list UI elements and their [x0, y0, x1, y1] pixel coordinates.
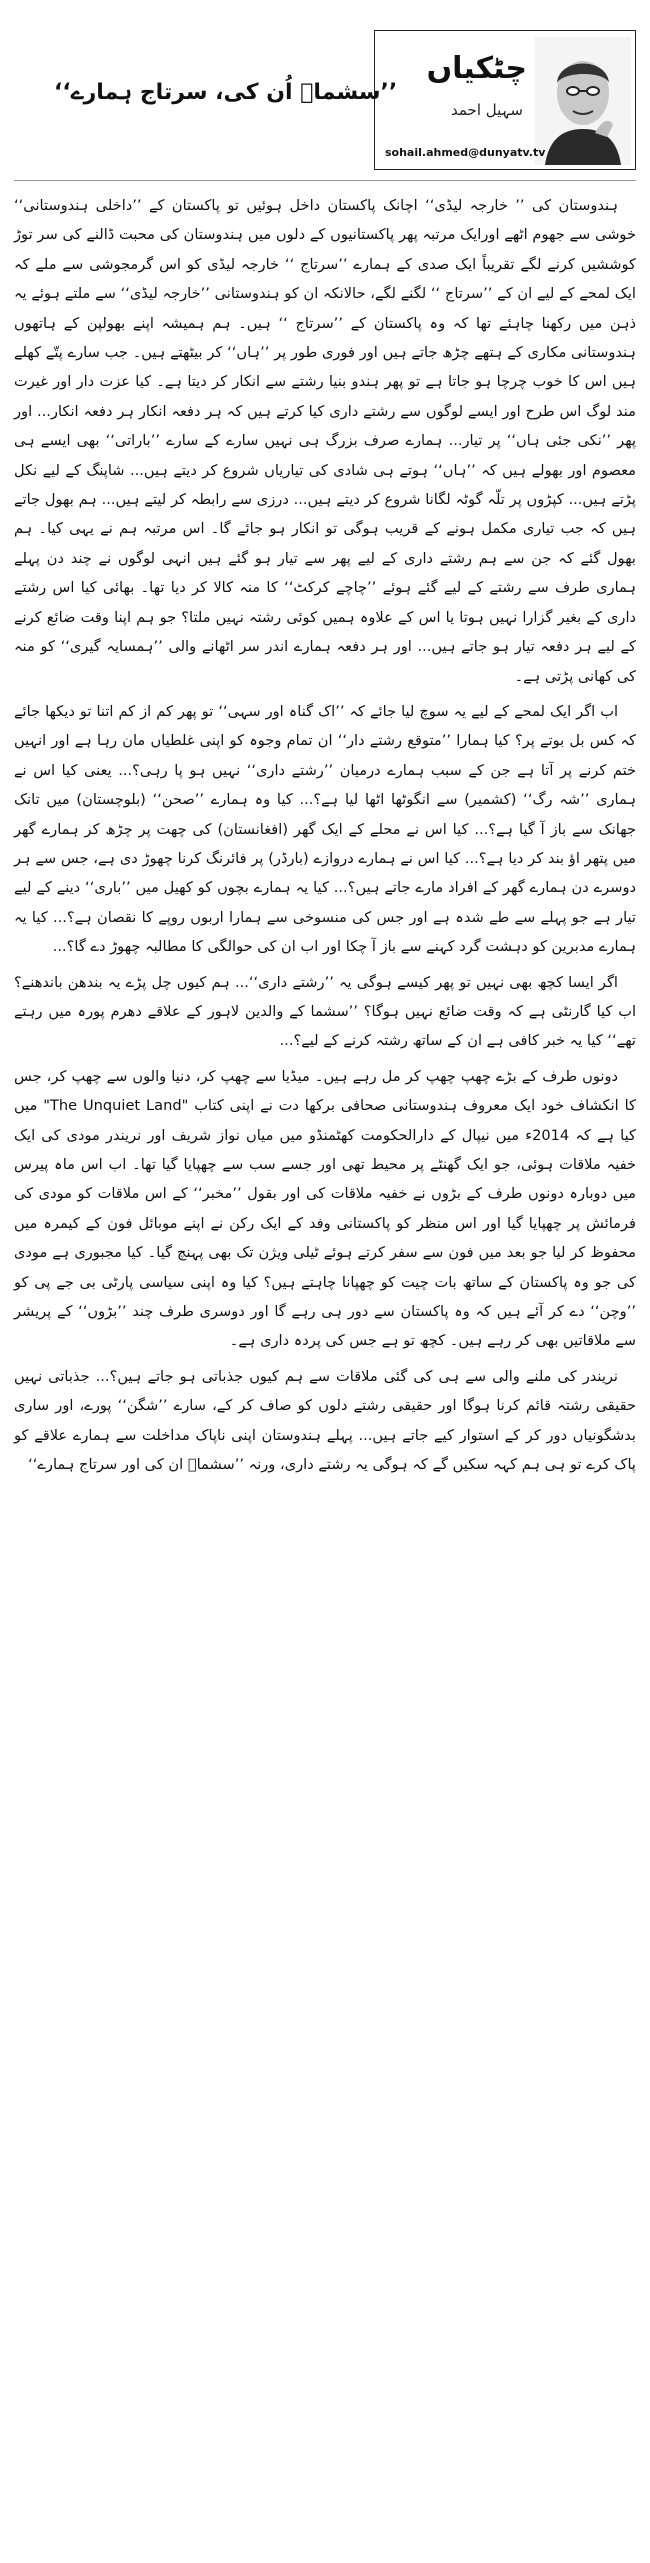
- columnist-portrait: [535, 37, 631, 165]
- article-paragraph: دونوں طرف کے بڑے چھپ چھپ کر مل رہے ہیں۔ میڈیا سے چھپ کر، دنیا والوں سے چھپ کر، جس کا انکشاف خود ایک معروف ہندوستانی صحافی برکھا دت نے اپنی کتاب "The Unquiet Land" میں کیا ہے کہ 2014ء میں نیپال کے دارالحکومت کھٹمنڈو میں میاں نواز شریف اور نریندر مودی کی ایک خفیہ ملاقات ہوئی، جو ایک گھنٹے پر محیط تھی اور جسے سب سے چھپایا گیا تھا۔ اب اس ماہ پیرس میں دوبارہ دونوں طرف کے بڑوں نے خفیہ ملاقات کی اور بقول ’’مخبر‘‘ کے اس ملاقات کو مودی کی فرمائش پر چھپایا گیا اور اس منظر کو پاکستانی وفد کے ایک رکن نے اپنے موبائل فون کے کیمرہ میں محفوظ کر لیا جو بعد میں فون سے سفر کرتے ہوئے ٹیلی ویژن تک بھی پہنچ گیا۔ کیا مجبوری ہے مودی کی جو وہ پاکستان کے ساتھ بات چیت کو چھپانا چاہتے ہیں؟ کیا وہ اپنی سیاسی پارٹی بی جے پی کو ’’وچن‘‘ دے کر آئے ہیں کہ وہ پاکستان سے دور ہی رہے گا اور دوسری طرف چند ’’بڑوں‘‘ کے پریشر سے ملاقاتیں بھی کر رہے ہیں۔ کچھ تو ہے جس کی پردہ داری ہے۔: [14, 1067, 636, 1350]
- author-name: سہیل احمد: [451, 101, 523, 119]
- article-paragraph: اگر ایسا کچھ بھی نہیں تو پھر کیسے ہوگی یہ ’’رشتے داری‘‘... ہم کیوں چل پڑے یہ بندھن باندھنے؟ اب کیا گارنٹی ہے کہ وقت ضائع نہیں ہوگا؟ ’’سشما کے والدین لاہور کے علاقے دھرم پورہ میں رہتے تھے‘‘ کیا یہ خبر کافی ہے ان کے ساتھ رشتہ کرنے کے لیے؟...: [14, 973, 636, 1050]
- article-paragraph: اب اگر ایک لمحے کے لیے یہ سوچ لیا جائے کہ ’’اک گناہ اور سہی‘‘ تو پھر کم از کم اتنا تو دیکھا جائے کہ کس بل بوتے پر؟ کیا ہمارا ’’متوقع رشتے دار‘‘ ان تمام وجوہ کو اپنی غلطیاں مان رہا ہے اور انہیں ختم کرنے پر آتا ہے جن کے سبب ہمارے درمیان ’’رشتے داری‘‘ نہیں ہو پا رہی؟... یعنی کیا اس نے ہماری ’’شہ رگ‘‘ (کشمیر) سے انگوٹھا اٹھا لیا ہے؟... کیا وہ ہمارے ’’صحن‘‘ (بلوچستان) میں تانک جھانک سے باز آ گیا ہے؟... کیا اس نے محلے کے ایک گھر (افغانستان) کی چھت پر چڑھ کر ہمارے گھر میں پتھر اؤ بند کر دیا ہے؟... کیا اس نے ہمارے دروازے (بارڈر) پر فائرنگ کرنا چھوڑ دی ہے، جس سے ہر دوسرے دن ہمارے گھر کے افراد مارے جاتے ہیں؟... کیا یہ ہمارے بچوں کو کھیل میں ’’باری‘‘ دینے کے لیے تیار ہے جو پہلے سے طے شدہ ہے اور جس کی منسوخی سے ہمارا اربوں روپے کا نقصان ہے؟... کیا یہ ہمارے مدبرین کو دہشت گرد کہنے سے باز آ چکا اور اب ان کی حوالگی کا مطالبہ چھوڑ دے گا؟...: [14, 702, 636, 956]
- column-title: ’’سشماؔ اُن کی، سرتاج ہمارے‘‘: [54, 80, 398, 105]
- article-paragraph: نریندر کی ملنے والی سے ہی کی گئی ملاقات سے ہم کیوں جذباتی ہو جاتے ہیں؟... جذباتی نہیں حقیقی رشتہ قائم کرنا ہوگا اور حقیقی رشتے دلوں کو صاف کر کے، سارے ’’شگن‘‘ پورے، اور ساری بدشگونیاں دور کر کے استوار کیے جاتے ہیں... پہلے ہندوستان اپنی ناپاک مداخلت سے ہمارے علاقے کو پاک کرے تو ہی ہم کہہ سکیں گے کہ ہوگی یہ رشتے داری، ورنہ ’’سشماؔ ان کی اور سرتاج ہمارے‘‘: [14, 1367, 636, 1474]
- column-header: [14, 0, 636, 181]
- columnist-banner: [374, 30, 636, 170]
- article-body: [0, 181, 650, 1479]
- author-email: sohail.ahmed@dunyatv.tv: [385, 146, 546, 159]
- column-logo: چٹکیاں: [426, 51, 527, 86]
- article-paragraph: ہندوستان کی ’’ خارجہ لیڈی‘‘ اچانک پاکستان داخل ہوئیں تو پاکستان کے ’’داخلی ہندوستانی‘‘ خوشی سے جھوم اٹھے اورایک مرتبہ پھر پاکستانیوں کے دلوں میں ہندوستان کی محبت ڈالنے کی سر توڑ کوششیں کرنے لگے تقریباً ایک صدی کے ہمارے ’’سرتاج ‘‘ خارجہ لیڈی کو اس گرمجوشی سے ملے کہ ایک لمحے کے لیے ان کے ’’سرتاج ‘‘ لگنے لگے، حالانکہ ان کو ہندوستانی ’’خارجہ لیڈی‘‘ سے ملتے ہوئے یہ ذہن میں رکھنا چاہئے تھا کہ وہ پاکستان کے ’’سرتاج ‘‘ ہیں۔ ہم ہمیشہ اپنے بھولپن کے ہاتھوں ہندوستانی مکاری کے ہتھے چڑھ جاتے ہیں اور فوری طور پر ’’ہاں‘‘ کر بیٹھتے ہیں۔ جب سارے پتّے کھلے ہیں اس کا خوب چرچا ہو جاتا ہے تو پھر ہندو بنیا رشتے سے انکار کر دیتا ہے۔ کیا عزت دار اور غیرت مند لوگ اس طرح اور ایسے لوگوں سے رشتے داری کیا کرتے ہیں کہ ہر دفعہ انکار ہر دفعہ انکار... اور پھر ’’نکی جئی ہاں‘‘ پر تیار... ہمارے صرف بزرگ ہی نہیں سارے کے سارے ’’باراتی‘‘ بھی ایسے ہی معصوم اور بھولے ہیں کہ ’’ہاں‘‘ ہوتے ہی شادی کی تیاریاں شروع کر دیتے ہیں... شاپنگ کے لیے نکل پڑتے ہیں... کپڑوں پر تلّہ گوٹہ لگانا شروع کر دیتے ہیں... درزی سے رابطہ کر لیتے ہیں... ہم بھول جاتے ہیں کہ جب تیاری مکمل ہونے کے قریب ہوگی تو انکار ہو جائے گا۔ اس مرتبہ ہم نے یہی کیا۔ ہم بھول گئے کہ جن سے ہم رشتے داری کے لیے پھر سے تیار ہو گئے ہیں انہی لوگوں نے چند دن پہلے ہماری طرف سے رشتے کے لیے گئے ہوئے ’’چاچے کرکٹ‘‘ کا منہ کالا کر دیا تھا۔ بھائی کیا اس رشتے داری کے بغیر گزارا نہیں ہوتا یا اس کے علاوہ ہمیں کوئی رشتہ نہیں ملتا؟ جو ہم اپنا وقت ضائع کرنے کے لیے ہر دفعہ تیار ہو جاتے ہیں... اور ہر دفعہ ہمارے اندر سر اٹھانے والی ’’ہمسایہ گیری‘‘ کو منہ کی کھانی پڑتی ہے۔: [14, 197, 636, 685]
